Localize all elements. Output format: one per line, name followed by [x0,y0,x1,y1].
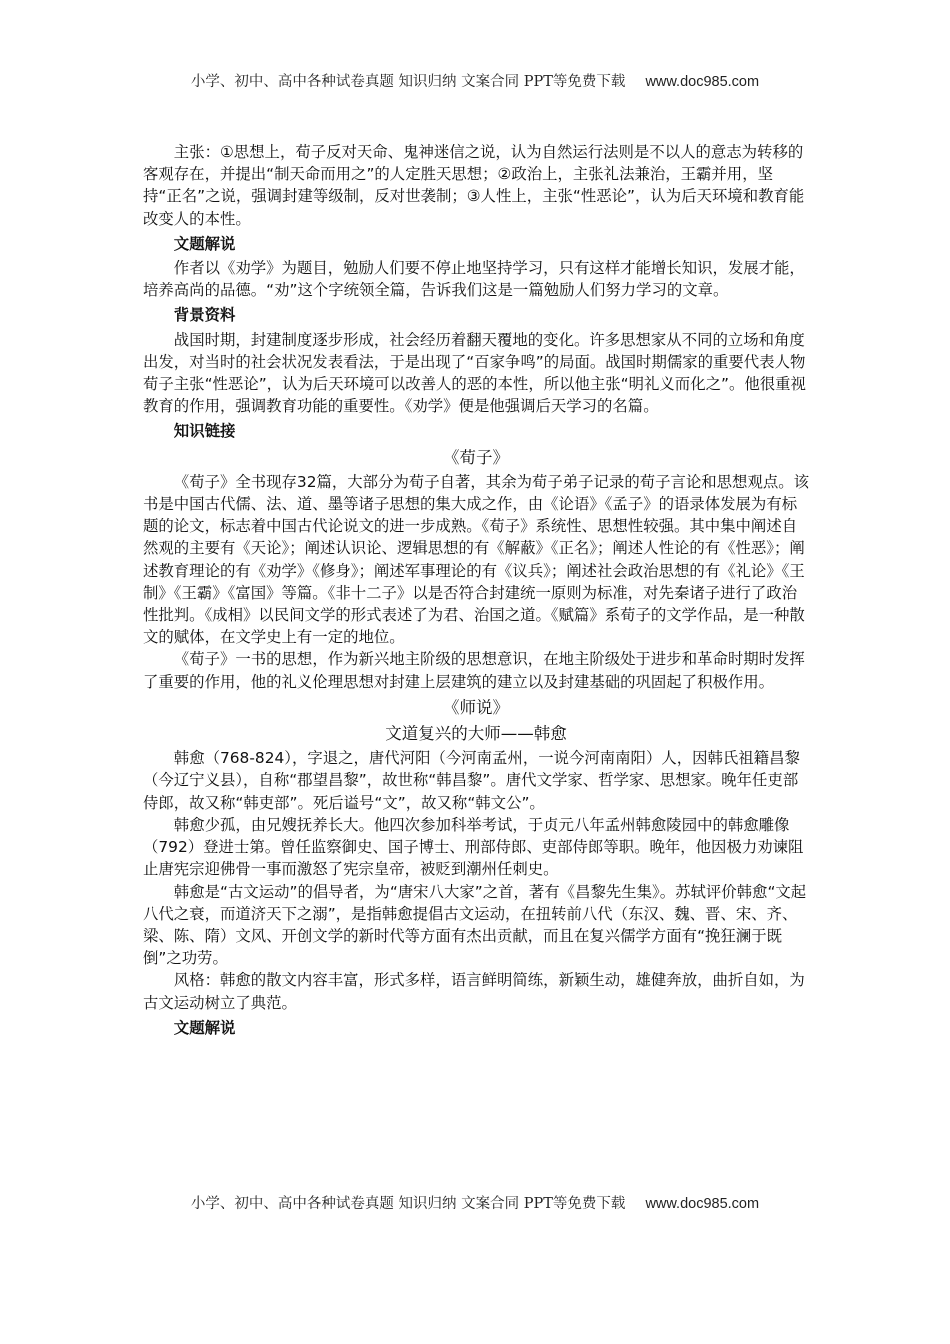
paragraph-zhuzhang: 主张：①思想上，荀子反对天命、鬼神迷信之说，认为自然运行法则是不以人的意志为转移的客观存在，并提出“制天命而用之”的人定胜天思想；②政治上，主张礼法兼治，王霸并用，坚持“正名”之说，强调封建等级制，反对世袭制；③人性上，主张“性恶论”，认为后天环境和教育能改变人的本性。 [143,143,805,228]
page-header [0,70,950,91]
title-shishuo: 《师说》 [443,697,509,717]
document-body [143,141,809,1041]
section-heading-jieshuo: 文题解说 [173,234,236,253]
paragraph-hanyu-1: 韩愈（768-824），字退之，唐代河阳（今河南孟州，一说今河南南阳）人，因韩氏祖籍昌黎（今辽宁义县），自称“郡望昌黎”，故世称“韩昌黎”。唐代文学家、哲学家、思想家。晚年任吏部侍郎，故又称“韩吏部”。死后谥号“文”，故又称“韩文公”。 [143,749,800,812]
paragraph-jieshuo: 作者以《劝学》为题目，勉励人们要不停止地坚持学习，只有这样才能增长知识，发展才能，培养高尚的品德。“劝”这个字统领全篇，告诉我们这是一篇勉励人们努力学习的文章。 [143,259,805,300]
header-text: 小学、初中、高中各种试卷真题 知识归纳 文案合同 PPT等免费下载 [190,74,626,90]
paragraph-xunzi-1: 《荀子》全书现存32篇，大部分为荀子自著，其余为荀子弟子记录的荀子言论和思想观点。该书是中国古代儒、法、道、墨等诸子思想的集大成之作，由《论语》《孟子》的语录体发展为有标题的论文，标志着中国古代论说文的进一步成熟。《荀子》系统性、思想性较强。其中集中阐述自然观的主要有《天论》；阐述认识论、逻辑思想的有《解蔽》《正名》；阐述人性论的有《性恶》；阐述教育理论的有《劝学》《修身》；阐述军事理论的有《议兵》；阐述社会政治思想的有《礼论》《王制》《王霸》《富国》等篇。《非十二子》以是否符合封建统一原则为标准，对先秦诸子进行了政治性批判。《成相》以民间文学的形式表述了为君、治国之道。《赋篇》系荀子的文学作品，是一种散文的赋体，在文学史上有一定的地位。 [143,472,810,647]
footer-text: 小学、初中、高中各种试卷真题 知识归纳 文案合同 PPT等免费下载 [190,1196,626,1212]
paragraph-beijing: 战国时期，封建制度逐步形成，社会经历着翻天覆地的变化。许多思想家从不同的立场和角度出发，对当时的社会状况发表看法，于是出现了“百家争鸣”的局面。战国时期儒家的重要代表人物荀子主张“性恶论”，认为后天环境可以改善人的恶的本性，所以他主张“明礼义而化之”。他很重视教育的作用，强调教育功能的重要性。《劝学》便是他强调后天学习的名篇。 [143,330,806,416]
title-hanyu: 文道复兴的大师——韩愈 [385,724,567,744]
section-heading-zhishi: 知识链接 [173,422,236,441]
header-url[interactable]: www.doc985.com [645,74,760,90]
title-xunzi: 《荀子》 [443,447,509,467]
page-footer [0,1192,950,1213]
paragraph-xunzi-2: 《荀子》一书的思想，作为新兴地主阶级的思想意识，在地主阶级处于进步和革命时期时发挥了重要的作用，他的礼义伦理思想对封建上层建筑的建立以及封建基础的巩固起了积极作用。 [143,650,805,691]
paragraph-hanyu-3: 韩愈是“古文运动”的倡导者，为“唐宋八大家”之首，著有《昌黎先生集》。苏轼评价韩愈“文起八代之衰，而道济天下之溺”，是指韩愈提倡古文运动，在扭转前八代（东汉、魏、晋、宋、齐、梁、陈、隋）文风、开创文学的新时代等方面有杰出贡献，而且在复兴儒学方面有“挽狂澜于既倒”之功劳。 [143,882,807,968]
paragraph-fengge: 风格：韩愈的散文内容丰富，形式多样，语言鲜明简练，新颖生动，雄健奔放，曲折自如，为古文运动树立了典范。 [143,971,805,1012]
section-heading-jieshuo-2: 文题解说 [173,1018,236,1037]
section-heading-beijing: 背景资料 [173,306,236,325]
footer-url[interactable]: www.doc985.com [645,1196,760,1212]
paragraph-hanyu-2: 韩愈少孤，由兄嫂抚养长大。他四次参加科举考试，于贞元八年孟州韩愈陵园中的韩愈雕像（792）登进士第。曾任监察御史、国子博士、刑部侍郎、吏部侍郎等职。晚年，他因极力劝谏阻止唐宪宗迎佛骨一事而激怒了宪宗皇帝，被贬到潮州任刺史。 [143,815,804,879]
